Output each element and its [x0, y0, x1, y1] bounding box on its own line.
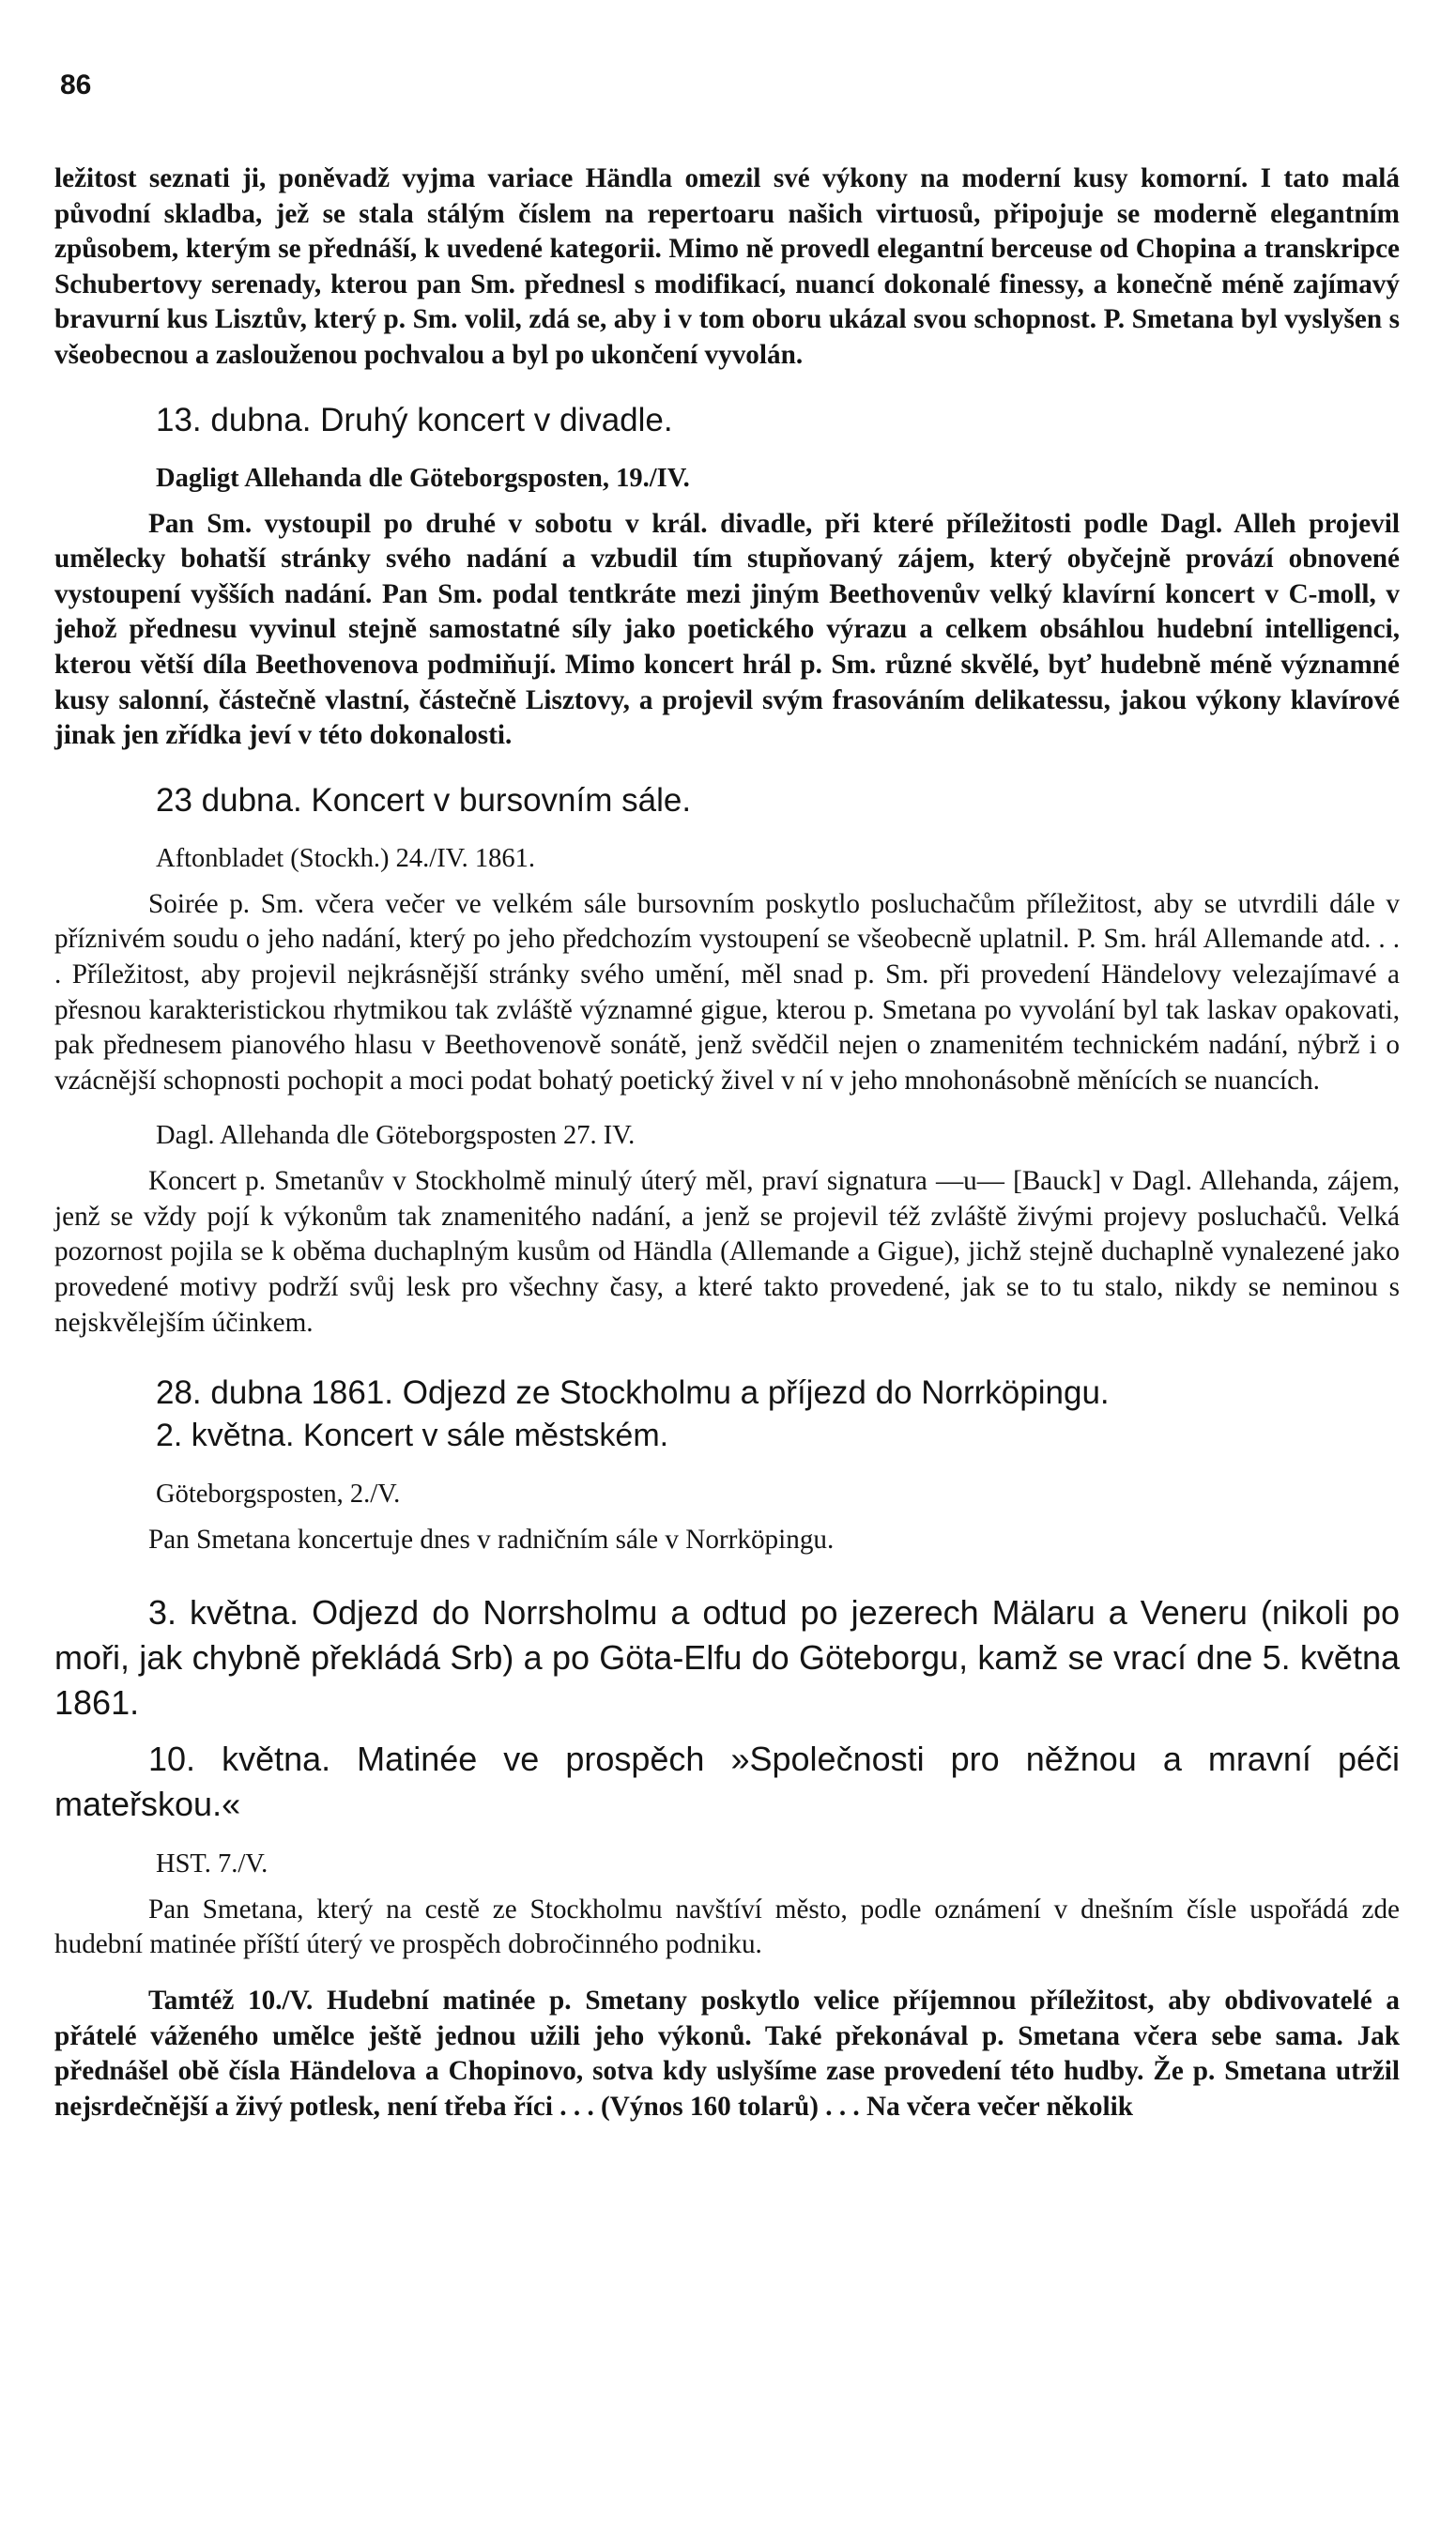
section-28-april: [54, 1373, 1400, 1414]
section-13-april: [54, 400, 1400, 754]
section-23-april: [54, 780, 1400, 1342]
section-text: Pan Smetana koncertuje dnes v radničním sále v Norrköpingu.: [148, 1525, 835, 1556]
section-3-may: [54, 1590, 1400, 1726]
section-heading: 10. května. Matinée ve prospěch »Společnosti pro něžnou a mravní péči mateřskou.«: [54, 1739, 1400, 1823]
section-text: Pan Sm. vystoupil po druhé v sobotu v král. divadle, při které příležitosti podle Dagl. Alleh projevil umělecky bohatší stránky svého nadání a vzbudil tím stupňovaný zájem, který obyčejně provází obnovené vystoupení vyšších nadání. Pan Sm. podal tentkráte mezi jiným Beethovenův velký klavírní koncert v C-moll, v jehož přednesu vyvinul stejně samostatné síly jako poetického výrazu a celkem obsáhlou hudební intelligenci, kterou větší díla Beethovenova podmiňují. Mimo koncert hrál p. Sm. různé skvělé, byť hudebně méně významné kusy salonní, částečně vlastní, částečně Lisztovy, a projevil svým frasováním delikatessu, jakou výkony klavírové jinak jen zřídka jeví v této dokonalosti.: [54, 508, 1400, 751]
section-text-2: Koncert p. Smetanův v Stockholmě minulý úterý měl, praví signatura —u— [Bauck] v Dagl. Allehanda, zájem, jenž se vždy pojí k výkonům tak znamenitého nadání, a jenž se projevil též zvláště živými projevy posluchačů. Velká pozornost pojila se k oběma duchaplným kusům od Händla (Allemande a Gigue), jichž stejně duchaplně vynalezené jako provedené motivy podrží svůj lesk pro všechny časy, a které takto provedené, jak se to tu stalo, nikdy se neminou s nejskvělejším účinkem.: [54, 1166, 1400, 1338]
source-citation: Aftonbladet (Stockh.) 24./IV. 1861.: [156, 843, 535, 873]
section-text: Soirée p. Sm. včera večer ve velkém sále bursovním poskytlo posluchačům příležitost, aby se utvrdili dále v příznivém soudu o jeho nadání, který po jeho předchozím vystoupení se všeobecně uplatnil. P. Sm. hrál Allemande atd. . . . Příležitost, aby projevil nejkrásnější stránky svého umění, měl snad p. Sm. při provedení Händelovy velezajímavé a přesnou karakteristickou rhytmikou tak zvláště významné gigue, kterou p. Smetana po vyvolání byl tak laskav opakovati, pak přednesem pianového hlasu v Beethovenově sonátě, jenž svědčil nejen o znamenitém technickém nadání, nýbrž i o vzácnější schopnosti pochopit a moci podat bohatý poetický živel v ní v jeho mnohonásobně měnících se nuancích.: [54, 888, 1400, 1096]
section-2-may: [54, 1414, 1400, 1558]
section-10-may: [54, 1737, 1400, 2125]
section-heading: 3. května. Odjezd do Norrsholmu a odtud po jezerech Mälaru a Veneru (nikoli po moři, jak chybně překládá Srb) a po Göta-Elfu do Göteborgu, kamž se vrací dne 5. května 1861.: [54, 1592, 1400, 1722]
section-text: Pan Smetana, který na cestě ze Stockholmu navštíví město, podle oznámení v dnešním čísle uspořádá zde hudební matinée příští úterý ve prospěch dobročinného podniku.: [54, 1894, 1400, 1960]
source-citation-2: Dagl. Allehanda dle Göteborgsposten 27. IV.: [156, 1121, 636, 1151]
intro-paragraph: ležitost seznati ji, poněvadž vyjma variace Händla omezil své výkony na moderní kusy komorní. I tato malá původní skladba, jež se stala stálým číslem na repertoaru našich virtuosů, připojuje se moderně elegantním způsobem, kterým se přednáší, k uvedené kategorii. Mimo ně provedl elegantní berceuse od Chopina a transkripce Schubertovy serenady, kterou pan Sm. přednesl s modifikací, nuancí dokonalé finessy, a konečně méně zajímavý bravurní kus Lisztův, který p. Sm. volil, zdá se, aby i v tom oboru ukázal svou schopnost. P. Smetana byl vyslyšen s všeobecnou a zaslouženou pochvalou a byl po ukončení vyvolán.: [54, 163, 1400, 370]
section-text-2: Tamtéž 10./V. Hudební matinée p. Smetany poskytlo velice příjemnou příležitost, aby obdivovatelé a přátelé váženého umělce ještě jednou užili jeho výkonů. Také překonával p. Smetana včera sebe sama. Jak přednášel obě čísla Händelova a Chopinovo, sotva kdy uslyšíme zase provedení této hudby. Že p. Smetana utržil nejsrdečnější a živý potlesk, není třeba říci . . . (Výnos 160 tolarů) . . . Na včera večer několik: [54, 1986, 1400, 2122]
source-citation: Dagligt Allehanda dle Göteborgsposten, 19./IV.: [156, 463, 690, 493]
source-citation: Göteborgsposten, 2./V.: [156, 1480, 401, 1510]
section-heading: 28. dubna 1861. Odjezd ze Stockholmu a příjezd do Norrköpingu.: [156, 1374, 1110, 1412]
section-heading: 23 dubna. Koncert v bursovním sále.: [156, 781, 692, 819]
section-heading: 13. dubna. Druhý koncert v divadle.: [156, 401, 673, 438]
section-heading: 2. května. Koncert v sále městském.: [156, 1418, 669, 1454]
source-citation: HST. 7./V.: [156, 1848, 268, 1879]
page-number: 86: [60, 69, 92, 100]
